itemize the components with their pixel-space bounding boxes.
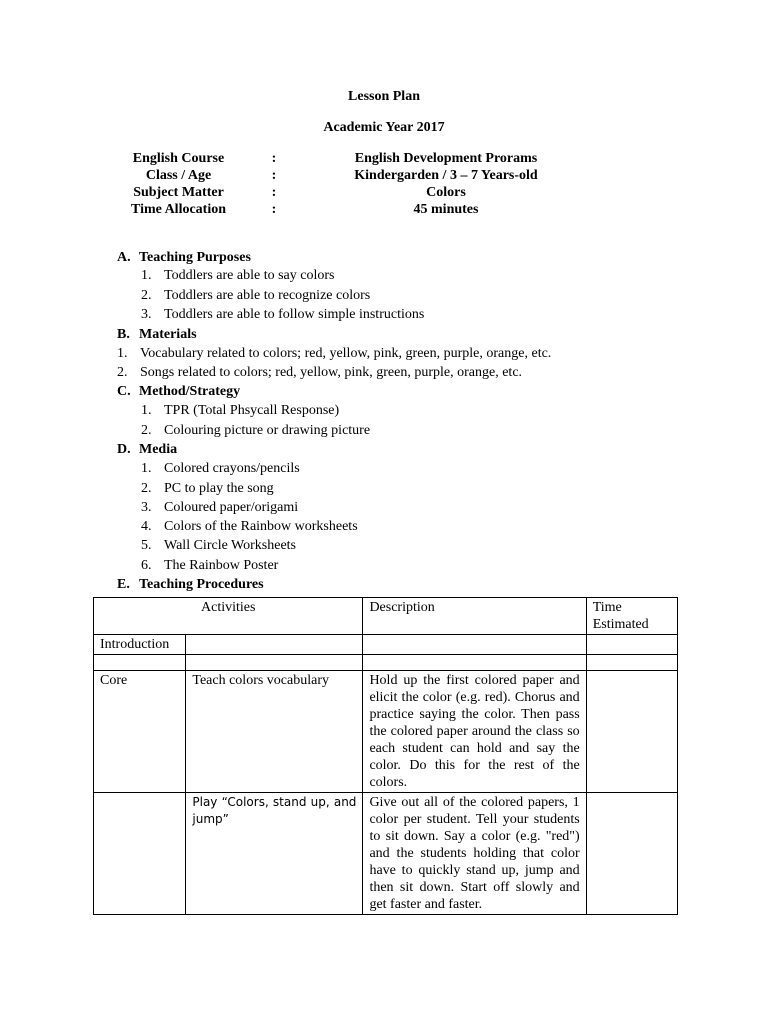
- section-a-heading: [117, 250, 251, 266]
- info-colon: :: [271, 185, 277, 200]
- cell-time: [586, 655, 677, 671]
- section-c-heading: [117, 384, 240, 400]
- section-letter: A.: [117, 250, 131, 265]
- procedures-table: [93, 597, 678, 915]
- item-number: 3.: [141, 307, 152, 322]
- cell-stage: Introduction: [94, 635, 186, 655]
- item-number: 1.: [117, 346, 128, 361]
- list-item: [141, 558, 278, 574]
- item-number: 4.: [141, 519, 152, 534]
- cell-time: [586, 793, 677, 915]
- item-number: 5.: [141, 538, 152, 553]
- list-item: [141, 423, 370, 439]
- section-letter: D.: [117, 442, 131, 457]
- cell-stage: [94, 655, 186, 671]
- info-colon: :: [271, 168, 277, 183]
- info-row-class-age: [0, 168, 768, 185]
- info-row-time: [0, 202, 768, 219]
- section-letter: B.: [117, 327, 130, 342]
- cell-activity: Teach colors vocabulary: [186, 671, 363, 793]
- item-text: Vocabulary related to colors; red, yellow, pink, green, purple, orange, etc.: [140, 346, 552, 361]
- header-description: Description: [363, 598, 586, 635]
- item-text: Wall Circle Worksheets: [164, 538, 297, 553]
- info-value: Kindergarden / 3 – 7 Years-old: [354, 168, 538, 183]
- info-row-course: [0, 151, 768, 168]
- item-text: Colouring picture or drawing picture: [164, 423, 371, 438]
- header-activities: Activities: [94, 598, 363, 635]
- cell-activity: [186, 635, 363, 655]
- section-title: Teaching Procedures: [139, 577, 264, 592]
- info-colon: :: [271, 202, 277, 217]
- cell-stage: Core: [94, 671, 186, 793]
- section-title: Method/Strategy: [139, 384, 241, 399]
- item-text: Songs related to colors; red, yellow, pink, green, purple, orange, etc.: [140, 365, 523, 380]
- section-letter: E.: [117, 577, 130, 592]
- header-time: Time Estimated: [586, 598, 677, 635]
- item-text: Toddlers are able to say colors: [164, 268, 335, 283]
- section-d-heading: [117, 442, 177, 458]
- cell-time: [586, 671, 677, 793]
- item-text: Coloured paper/origami: [164, 500, 299, 515]
- table-row: [94, 671, 678, 793]
- list-item: [141, 461, 300, 477]
- info-value: Colors: [426, 185, 466, 200]
- item-number: 2.: [117, 365, 128, 380]
- table-row: [94, 635, 678, 655]
- item-number: 1.: [141, 403, 152, 418]
- cell-description: [363, 635, 586, 655]
- info-row-subject: [0, 185, 768, 202]
- item-text: The Rainbow Poster: [164, 558, 279, 573]
- section-title: Teaching Purposes: [139, 250, 251, 265]
- list-item: [141, 403, 339, 419]
- info-label: English Course: [132, 151, 225, 166]
- table-header-row: [94, 598, 678, 635]
- item-text: TPR (Total Phsycall Response): [164, 403, 340, 418]
- item-text: Toddlers are able to recognize colors: [164, 288, 371, 303]
- item-number: 2.: [141, 423, 152, 438]
- item-text: Toddlers are able to follow simple instructions: [164, 307, 425, 322]
- academic-year: Academic Year 2017: [323, 120, 445, 135]
- table-row: [94, 793, 678, 915]
- section-title: Media: [139, 442, 178, 457]
- list-item: [141, 481, 274, 497]
- cell-time: [586, 635, 677, 655]
- section-title: Materials: [139, 327, 197, 342]
- cell-activity: [186, 655, 363, 671]
- list-item: [141, 500, 298, 516]
- item-number: 2.: [141, 481, 152, 496]
- item-number: 1.: [141, 461, 152, 476]
- cell-description: Hold up the first colored paper and elicit the color (e.g. red). Chorus and practice saying the color. Then pass the colored paper around the class so each student can hold and say the color. Do this for the rest of the colors.: [363, 671, 586, 793]
- info-label: Subject Matter: [133, 185, 224, 200]
- info-colon: :: [271, 151, 277, 166]
- item-text: PC to play the song: [164, 481, 274, 496]
- item-number: 3.: [141, 500, 152, 515]
- list-item: [117, 365, 522, 381]
- list-item: [141, 519, 358, 535]
- item-number: 1.: [141, 268, 152, 283]
- table-row: [94, 655, 678, 671]
- list-item: [141, 268, 334, 284]
- cell-description: [363, 655, 586, 671]
- item-text: Colored crayons/pencils: [164, 461, 300, 476]
- info-label: Time Allocation: [130, 202, 227, 217]
- info-value: 45 minutes: [413, 202, 479, 217]
- cell-description: Give out all of the colored papers, 1 color per student. Tell your students to sit down. Say a color (e.g. "red") and the students holding that color have to quickly stand up, jump and then sit down. Start off slowly and get faster and faster.: [363, 793, 586, 915]
- item-number: 2.: [141, 288, 152, 303]
- list-item: [141, 288, 370, 304]
- info-value: English Development Prorams: [354, 151, 538, 166]
- document-title: Lesson Plan: [348, 89, 420, 104]
- section-b-heading: [117, 327, 197, 343]
- info-label: Class / Age: [145, 168, 212, 183]
- cell-activity: Play “Colors, stand up, and jump”: [186, 793, 363, 915]
- item-number: 6.: [141, 558, 152, 573]
- item-text: Colors of the Rainbow worksheets: [164, 519, 358, 534]
- section-e-heading: [117, 577, 264, 593]
- section-letter: C.: [117, 384, 131, 399]
- cell-stage: [94, 793, 186, 915]
- list-item: [117, 346, 551, 362]
- list-item: [141, 307, 424, 323]
- list-item: [141, 538, 296, 554]
